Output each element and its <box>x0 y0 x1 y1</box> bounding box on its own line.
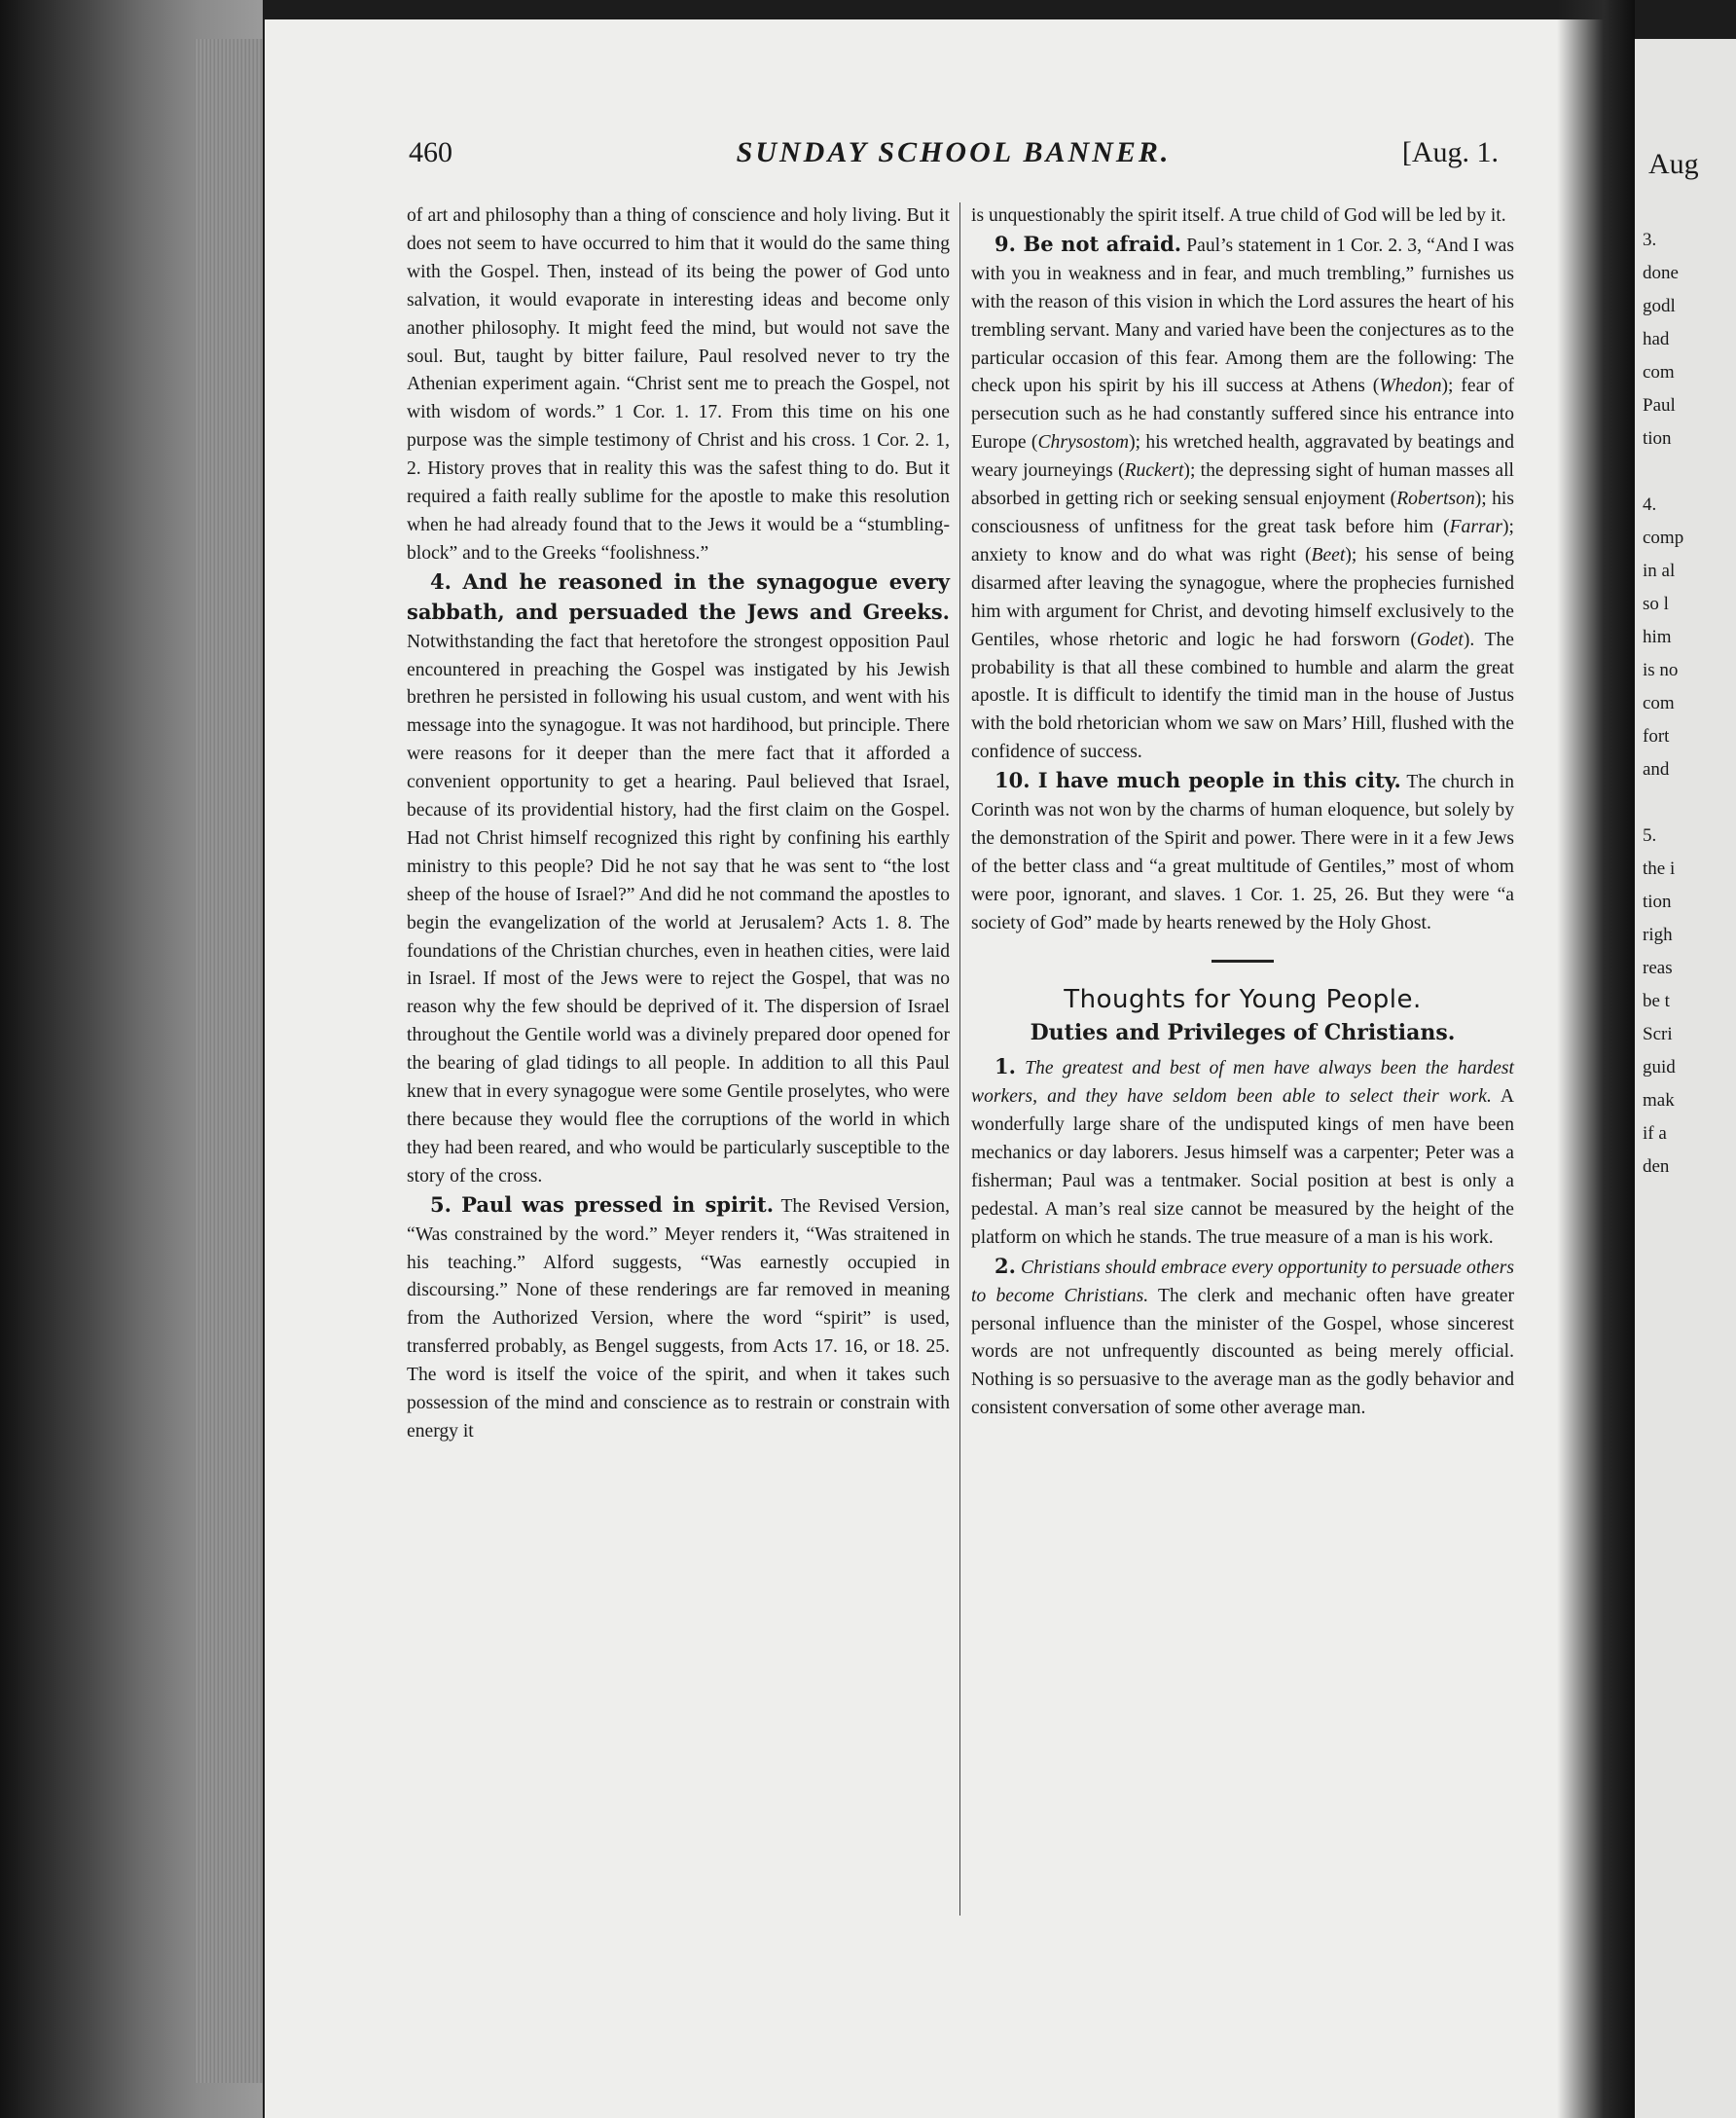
left-column <box>407 202 950 1446</box>
section-separator <box>1212 960 1274 963</box>
facing-page-line: 5. <box>1643 825 1657 846</box>
facing-page-line: godl <box>1643 296 1676 316</box>
verse-9-text: ); the depressing sight of human masses all absorbed in getting rich or seeking sensual enjoyment ( <box>971 460 1514 510</box>
facing-page-line <box>1643 456 1736 489</box>
facing-page-line: if a <box>1643 1123 1667 1144</box>
thought-1-paragraph <box>971 1053 1514 1252</box>
verse-10-heading: 10. I have much people in this city. <box>995 768 1401 793</box>
page-edges <box>195 39 263 2083</box>
page-header <box>409 136 1499 185</box>
verse-9-text: ). The probability is that all these combined to humble and alarm the great apostle. It is difficult to identify the timid man in the house of Justus with the bold rhetorician whom we saw on Mars’ Hill, flushed with the confidence of success. <box>971 629 1514 763</box>
verse-4-paragraph <box>407 568 950 1191</box>
facing-page-line: Paul <box>1643 395 1676 416</box>
facing-page-line: is no <box>1643 660 1679 680</box>
facing-page-line: Scri <box>1643 1024 1673 1044</box>
commentator-name: Ruckert <box>1124 460 1184 482</box>
thought-2-number: 2. <box>995 1253 1016 1278</box>
thought-2-statement: Christians should embrace every opportunity to persuade others to become Christians. <box>971 1257 1515 1306</box>
facing-page-line: in al <box>1643 561 1676 581</box>
verse-9-text: ); fear of persecution such as he had constantly suffered since his entrance into Europe ( <box>971 376 1514 454</box>
commentator-name: Chrysostom <box>1037 432 1130 454</box>
verse-5-heading: 5. Paul was pressed in spirit. <box>430 1191 775 1217</box>
gutter-shadow <box>1557 0 1635 2118</box>
facing-page-line: 3. <box>1643 230 1657 250</box>
verse-4-text: Notwithstanding the fact that heretofore the strongest opposition Paul encountered in preaching the Gospel was instigated by his Jewish brethren he persisted in following his usual custom, and went with his message into the synagogue. It was not hardihood, but principle. There were reasons for it deeper than the mere fact that it afforded a convenient opportunity to get a hearing. Paul believed that Israel, because of its providential history, had the first claim on the Gospel. Had not Christ himself recognized this right by confining his earthly ministry to this people? Did he not say that he was sent to “the lost sheep of the house of Israel?” And did he not command the apostles to begin the evangelization of the world at Jerusalem? Acts 1. 8. The foundations of the Christian churches, even in heathen cities, were laid in Israel. If most of the Jews were to reject the Gospel, that was no reason why the few should be deprived of it. The dispersion of Israel throughout the Gentile world was a divinely prepared door opened for the bearing of glad tidings to all people. In addition to all this Paul knew that in every synagogue were some Gentile proselytes, who were there because they would flee the corruptions of the world in which they had been reared, and who would be particularly susceptible to the story of the cross. <box>407 631 950 1187</box>
continued-paragraph: of art and philosophy than a thing of conscience and holy living. But it does not seem to have occurred to him that it would do the same thing with the Gospel. Then, instead of its being the power of God unto salvation, it would evaporate in interesting ideas and become only another philosophy. It might feed the mind, but would not save the soul. But, taught by bitter failure, Paul resolved never to try the Athenian experiment again. “Christ sent me to preach the Gospel, not with wisdom of words.” 1 Cor. 1. 17. From this time on his one purpose was the simple testimony of Christ and his cross. 1 Cor. 2. 1, 2. History proves that in reality this was the safest thing to do. But it required a faith really sublime for the apostle to make this resolution when he had already found that to the Jews it would be a “stumbling-block” and to the Greeks “foolishness.” <box>407 205 950 564</box>
facing-page-line: done <box>1643 263 1679 283</box>
facing-page-line: fort <box>1643 726 1670 747</box>
facing-page-line: guid <box>1643 1057 1676 1077</box>
facing-page-line: be t <box>1643 991 1670 1011</box>
facing-page-line: him <box>1643 627 1672 647</box>
facing-page <box>1635 39 1736 2118</box>
date-mark: [Aug. 1. <box>1401 136 1499 168</box>
page-number: 460 <box>409 136 452 168</box>
thought-1-statement: The greatest and best of men have always been the hardest workers, and they have seldom been able to select their work. <box>971 1058 1514 1108</box>
facing-page-line: tion <box>1643 428 1672 449</box>
facing-page-line: the i <box>1643 858 1676 879</box>
facing-page-line: comp <box>1643 528 1684 548</box>
thought-2-paragraph <box>971 1253 1514 1423</box>
thought-1-text: A wonderfully large share of the undisputed kings of men have been mechanics or day laborers. Jesus himself was a carpenter; Peter was a fisherman; Paul was a tentmaker. Social position at best is only a pedestal. A man’s real size cannot be measured by the height of the platform on which he stands. The true measure of a man is his work. <box>971 1086 1514 1248</box>
facing-page-line: 4. <box>1643 494 1657 515</box>
verse-10-text: The church in Corinth was not won by the charms of human eloquence, but solely by the demonstration of the Spirit and power. There were in it a few Jews of the better class and “a great multitude of Gentiles,” most of whom were poor, ignorant, and slaves. 1 Cor. 1. 25, 26. But they were “a society of God” made by hearts renewed by the Holy Ghost. <box>971 772 1515 933</box>
facing-page-line: reas <box>1643 958 1673 978</box>
facing-page-header: Aug <box>1648 148 1699 180</box>
verse-9-text: ); his wretched health, aggravated by beatings and weary journeyings ( <box>971 432 1514 482</box>
verse-10-paragraph <box>971 767 1514 937</box>
verse-9-text: Paul’s statement in 1 Cor. 2. 3, “And I was with you in weakness and in fear, and much trembling,” furnishes us with the reason of this vision in which the Lord assures the heart of his trembling servant. Many and varied have been the conjectures as to the particular occasion of this fear. Among them are the following: The check upon his spirit by his ill success at Athens ( <box>971 235 1514 397</box>
verse-9-text: ); his sense of being disarmed after leaving the synagogue, where the prophecies furnished him with argument for Christ, and devoting himself exclusively to the Gentiles, whose rhetoric and logic he had forsworn ( <box>971 544 1514 650</box>
facing-page-line: righ <box>1643 925 1673 945</box>
column-divider <box>959 202 960 1916</box>
continued-paragraph-right: is unquestionably the spirit itself. A true child of God will be led by it. <box>971 205 1506 226</box>
thought-1-number: 1. <box>995 1054 1016 1079</box>
facing-page-line <box>1643 786 1736 820</box>
verse-9-heading: 9. Be not afraid. <box>995 231 1182 256</box>
facing-page-line: had <box>1643 329 1670 349</box>
verse-5-paragraph <box>407 1191 950 1446</box>
section-title: Thoughts for Young People. <box>1064 984 1422 1014</box>
facing-page-line: com <box>1643 362 1675 383</box>
running-title: SUNDAY SCHOOL BANNER. <box>736 136 1172 168</box>
facing-page-line: den <box>1643 1156 1670 1177</box>
commentator-name: Godet <box>1416 629 1464 650</box>
commentator-name: Beet <box>1311 544 1346 566</box>
commentator-name: Robertson <box>1396 489 1475 510</box>
section-subtitle: Duties and Privileges of Christians. <box>1030 1020 1456 1046</box>
facing-page-line: com <box>1643 693 1675 713</box>
commentator-name: Farrar <box>1449 516 1503 537</box>
verse-9-text: ); his consciousness of unfitness for the great task before him ( <box>971 489 1514 537</box>
verse-9-paragraph <box>971 231 1514 767</box>
facing-page-line: so l <box>1643 594 1669 614</box>
thought-2-text: The clerk and mechanic often have greater personal influence than the minister of the Gospel, whose sincerest words are not unfrequently discounted as being merely official. Nothing is so persuasive to the average man as the godly behavior and consistent conversation of some other average man. <box>971 1285 1515 1419</box>
facing-page-line: mak <box>1643 1090 1675 1111</box>
commentator-name: Whedon <box>1379 376 1442 397</box>
right-column <box>971 202 1514 1423</box>
verse-4-heading: 4. And he reasoned in the synagogue every sabbath, and persuaded the Jews and Greeks. <box>407 568 950 624</box>
facing-page-lines <box>1643 224 1736 1184</box>
facing-page-line: and <box>1643 759 1670 780</box>
verse-5-text: The Revised Version, “Was constrained by the word.” Meyer renders it, “Was straitened in his teaching.” Alford suggests, “Was earnestly occupied in discoursing.” None of these renderings are far removed in meaning from the Authorized Version, where the word “spirit” is used, transferred probably, as Bengel suggests, from Acts 17. 16, or 18. 25. The word is itself the voice of the spirit, and when it takes such possession of the mind and conscience as to restrain or constrain with energy it <box>407 1195 950 1442</box>
facing-page-line: tion <box>1643 892 1672 912</box>
verse-9-text: ); anxiety to know and do what was right ( <box>971 516 1514 566</box>
